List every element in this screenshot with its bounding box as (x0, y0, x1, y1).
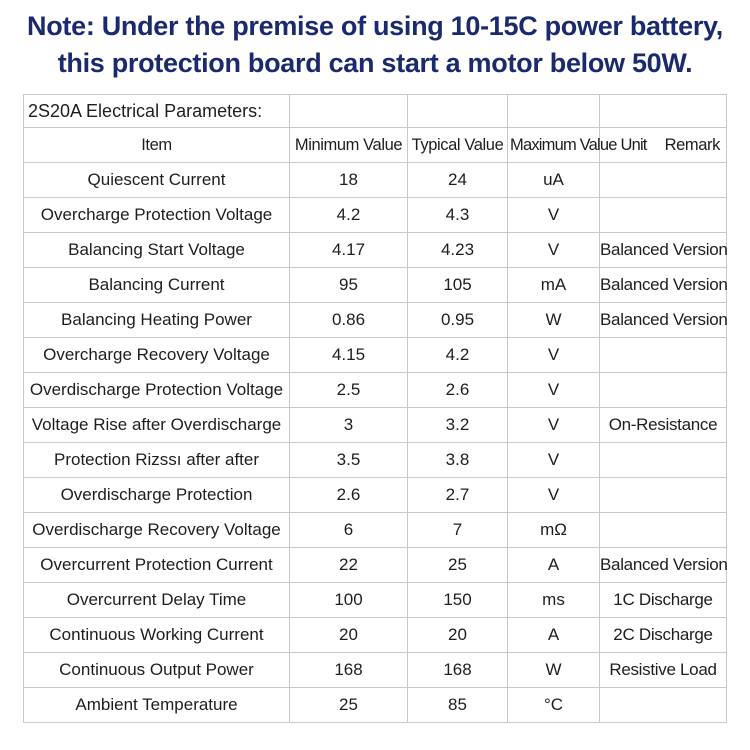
cell-unit: V (508, 373, 600, 408)
cell-item: Overdischarge Protection Voltage (24, 373, 290, 408)
cell-item: Voltage Rise after Overdischarge (24, 408, 290, 443)
header-typical-value: Typical Value (408, 128, 508, 163)
cell-minimum-value: 100 (290, 583, 408, 618)
table-row (24, 373, 727, 408)
table-row (24, 408, 727, 443)
header-item: Item (24, 128, 290, 163)
table-row (24, 303, 727, 338)
note-line-1: Note: Under the premise of using 10-15C power battery, (27, 11, 723, 41)
cell-unit: ms (508, 583, 600, 618)
cell-typical-value: 4.23 (408, 233, 508, 268)
cell-typical-value: 20 (408, 618, 508, 653)
cell-item: Balancing Heating Power (24, 303, 290, 338)
cell-typical-value: 105 (408, 268, 508, 303)
cell-typical-value: 150 (408, 583, 508, 618)
cell-unit: A (508, 548, 600, 583)
cell-unit: mΩ (508, 513, 600, 548)
cell-item: Overdischarge Recovery Voltage (24, 513, 290, 548)
cell-typical-value: 3.8 (408, 443, 508, 478)
cell-minimum-value: 95 (290, 268, 408, 303)
cell-item: Continuous Working Current (24, 618, 290, 653)
cell-typical-value: 0.95 (408, 303, 508, 338)
table-row (24, 233, 727, 268)
cell-unit: V (508, 198, 600, 233)
cell-typical-value: 25 (408, 548, 508, 583)
header-remark-label: Remark (664, 135, 720, 154)
cell-minimum-value: 4.2 (290, 198, 408, 233)
cell-typical-value: 2.7 (408, 478, 508, 513)
cell-remark (600, 373, 727, 408)
cell-unit: °C (508, 688, 600, 723)
table-row (24, 443, 727, 478)
cell-minimum-value: 25 (290, 688, 408, 723)
table-row (24, 618, 727, 653)
table-row (24, 688, 727, 723)
cell-remark (600, 198, 727, 233)
cell-item: Protection Rizssı after after (24, 443, 290, 478)
table-row (24, 583, 727, 618)
cell-remark (600, 478, 727, 513)
cell-remark: Balanced Version (600, 303, 727, 338)
cell-minimum-value: 4.15 (290, 338, 408, 373)
cell-minimum-value: 3.5 (290, 443, 408, 478)
cell-unit: V (508, 338, 600, 373)
cell-minimum-value: 6 (290, 513, 408, 548)
cell-unit: V (508, 443, 600, 478)
table-row (24, 478, 727, 513)
cell-minimum-value: 2.6 (290, 478, 408, 513)
table-row (24, 548, 727, 583)
cell-remark: 1C Discharge (600, 583, 727, 618)
cell-remark (600, 688, 727, 723)
cell-remark: Balanced Version (600, 548, 727, 583)
table-title-row (24, 95, 727, 128)
cell-item: Ambient Temperature (24, 688, 290, 723)
cell-minimum-value: 18 (290, 163, 408, 198)
cell-typical-value: 4.3 (408, 198, 508, 233)
table-row (24, 163, 727, 198)
cell-typical-value: 7 (408, 513, 508, 548)
header-minimum-value: Minimum Value (290, 128, 408, 163)
cell-unit: mA (508, 268, 600, 303)
note-heading (0, 8, 750, 82)
cell-typical-value: 85 (408, 688, 508, 723)
table-row (24, 338, 727, 373)
cell-item: Continuous Output Power (24, 653, 290, 688)
table-title: 2S20A Electrical Parameters: (24, 95, 290, 128)
cell-unit: V (508, 408, 600, 443)
cell-item: Overcurrent Protection Current (24, 548, 290, 583)
note-line-2: this protection board can start a motor below 50W. (57, 48, 693, 78)
cell-typical-value: 2.6 (408, 373, 508, 408)
cell-item: Overcharge Protection Voltage (24, 198, 290, 233)
cell-minimum-value: 0.86 (290, 303, 408, 338)
table-header-row (24, 128, 727, 163)
cell-remark: Balanced Version (600, 233, 727, 268)
cell-item: Balancing Start Voltage (24, 233, 290, 268)
cell-minimum-value: 168 (290, 653, 408, 688)
cell-item: Overcurrent Delay Time (24, 583, 290, 618)
cell-item: Overdischarge Protection (24, 478, 290, 513)
cell-minimum-value: 2.5 (290, 373, 408, 408)
cell-item: Overcharge Recovery Voltage (24, 338, 290, 373)
header-maximum-value-unit: Maximum Value Unit (508, 128, 600, 163)
cell-remark: 2C Discharge (600, 618, 727, 653)
cell-typical-value: 3.2 (408, 408, 508, 443)
cell-unit: W (508, 303, 600, 338)
cell-typical-value: 24 (408, 163, 508, 198)
cell-remark (600, 513, 727, 548)
cell-typical-value: 168 (408, 653, 508, 688)
cell-remark (600, 338, 727, 373)
table-row (24, 198, 727, 233)
table-row (24, 513, 727, 548)
cell-unit: V (508, 478, 600, 513)
cell-minimum-value: 3 (290, 408, 408, 443)
cell-unit: W (508, 653, 600, 688)
table-row (24, 268, 727, 303)
cell-minimum-value: 20 (290, 618, 408, 653)
cell-unit: uA (508, 163, 600, 198)
cell-unit: A (508, 618, 600, 653)
cell-item: Balancing Current (24, 268, 290, 303)
cell-remark (600, 163, 727, 198)
cell-remark: On-Resistance (600, 408, 727, 443)
cell-remark: Balanced Version (600, 268, 727, 303)
cell-minimum-value: 4.17 (290, 233, 408, 268)
table-row (24, 653, 727, 688)
cell-remark: Resistive Load (600, 653, 727, 688)
electrical-parameters-table (23, 94, 727, 723)
cell-typical-value: 4.2 (408, 338, 508, 373)
cell-item: Quiescent Current (24, 163, 290, 198)
cell-remark (600, 443, 727, 478)
cell-unit: V (508, 233, 600, 268)
cell-minimum-value: 22 (290, 548, 408, 583)
